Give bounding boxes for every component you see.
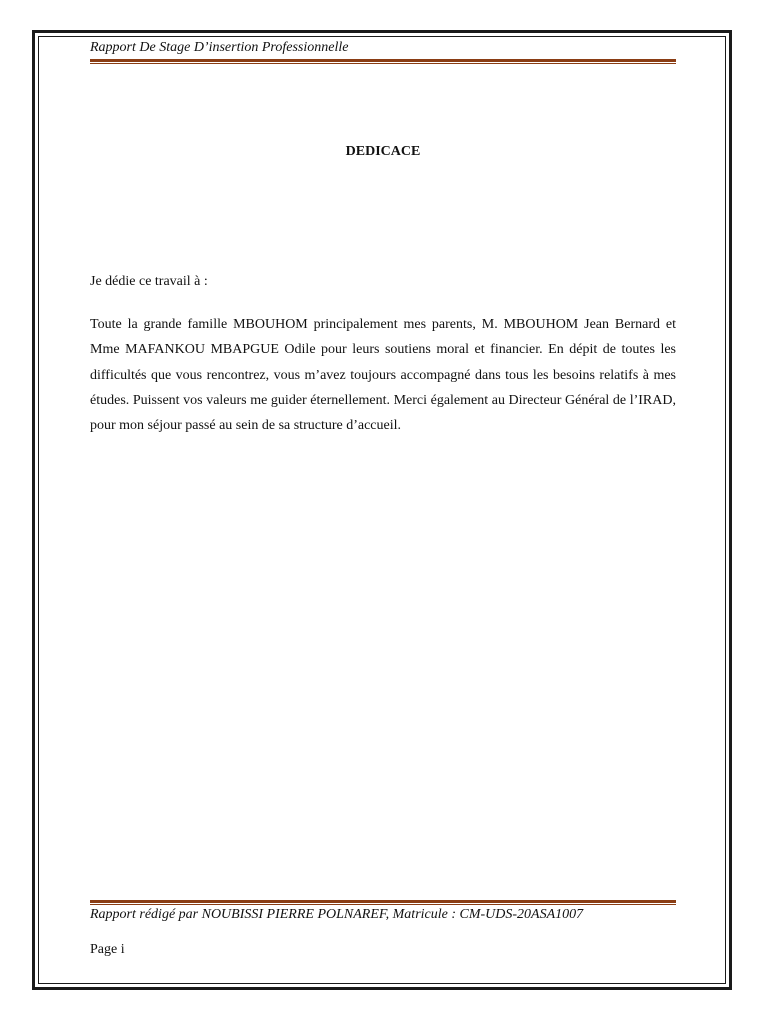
page-number: Page i — [90, 942, 125, 957]
header-rule — [90, 59, 676, 65]
dedication-intro: Je dédie ce travail à : — [90, 274, 208, 289]
page-border — [32, 30, 732, 990]
running-header: Rapport De Stage D’insertion Professionnelle — [90, 40, 349, 55]
page-title: DEDICACE — [345, 144, 421, 159]
dedication-paragraph: Toute la grande famille MBOUHOM principalement mes parents, M. MBOUHOM Jean Bernard et Mme MAFANKOU MBAPGUE Odile pour leurs soutiens moral et financier. En dépit de toutes les difficultés que vous rencontrez, vous m’avez toujours accompagné dans tous les besoins relatifs à mes études. Puissent vos valeurs me guider éternellement. Merci également au Directeur Général de l’IRAD, pour mon séjour passé au sein de sa structure d’accueil. — [90, 317, 676, 434]
header-rule-thin — [90, 63, 676, 64]
footer-rule-thick — [90, 900, 676, 903]
header-rule-thick — [90, 59, 676, 62]
footer-rule — [90, 900, 676, 906]
footer-rule-thin — [90, 904, 676, 905]
running-footer: Rapport rédigé par NOUBISSI PIERRE POLNAREF, Matricule : CM-UDS-20ASA1007 — [90, 907, 584, 922]
